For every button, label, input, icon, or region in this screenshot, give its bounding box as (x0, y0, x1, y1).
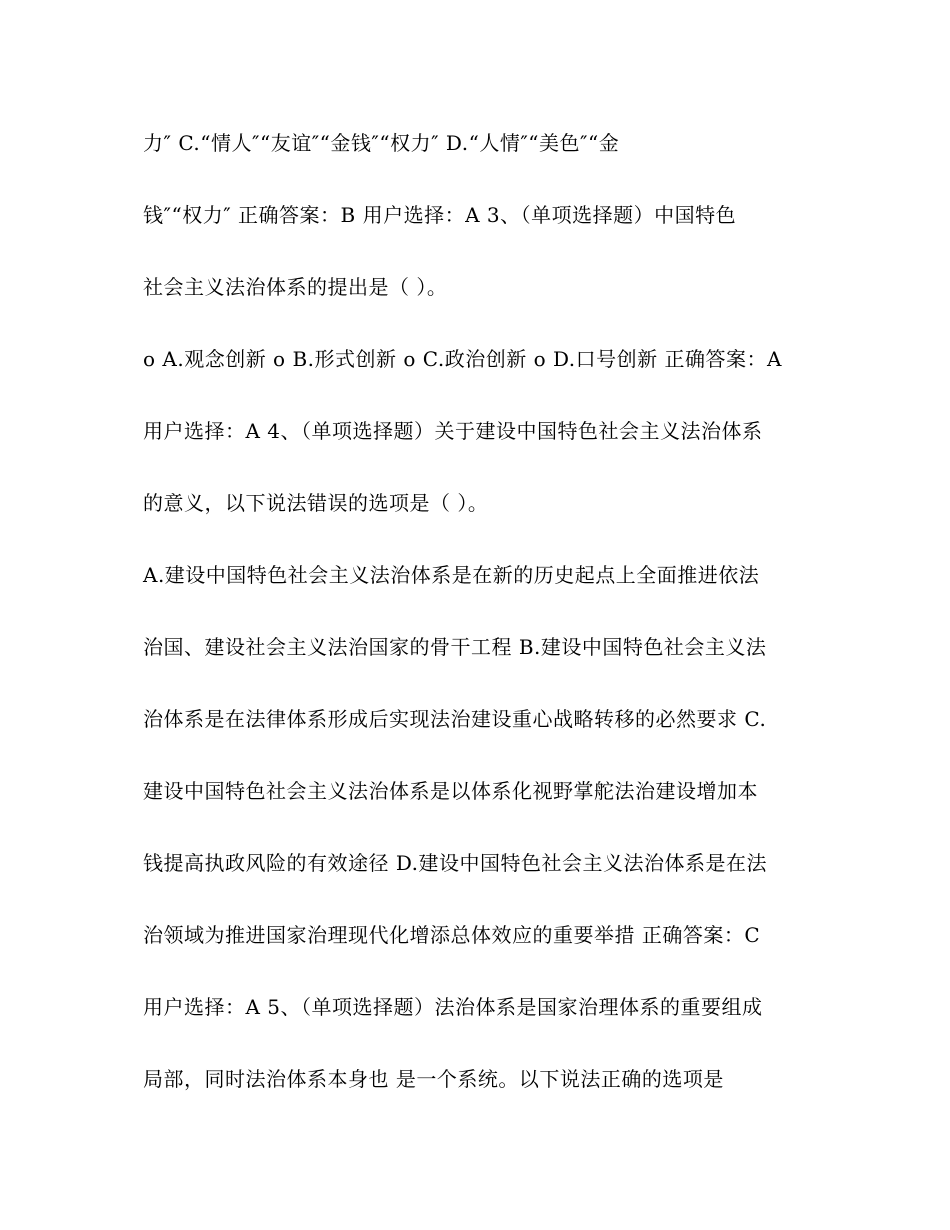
text-line-9: 治体系是在法律体系形成后实现法治建设重心战略转移的必然要求 C. (143, 707, 767, 731)
text-line-1: 力″ C.“情人″“友谊″“金钱″“权力″ D.“人情″“美色″“金 (143, 131, 620, 155)
text-line-13: 用户选择：A 5、（单项选择题）法治体系是国家治理体系的重要组成 (143, 995, 763, 1019)
text-line-6: 的意义，以下说法错误的选项是（ ）。 (143, 491, 489, 515)
text-line-5: 用户选择：A 4、（单项选择题）关于建设中国特色社会主义法治体系 (143, 419, 763, 443)
text-line-2: 钱″“权力″ 正确答案：B 用户选择：A 3、（单项选择题）中国特色 (143, 203, 737, 227)
text-line-8: 治国、建设社会主义法治国家的骨干工程 B.建设中国特色社会主义法 (143, 635, 767, 659)
text-line-14: 局部，同时法治体系本身也 是一个系统。以下说法正确的选项是 (143, 1067, 724, 1091)
text-line-4: o A.观念创新 o B.形式创新 o C.政治创新 o D.口号创新 正确答案：A (143, 347, 782, 371)
text-line-11: 钱提高执政风险的有效途径 D.建设中国特色社会主义法治体系是在法 (143, 851, 768, 875)
text-line-3: 社会主义法治体系的提出是（ ）。 (143, 275, 448, 299)
text-line-12: 治领域为推进国家治理现代化增添总体效应的重要举措 正确答案：C (143, 923, 761, 947)
text-line-7: A.建设中国特色社会主义法治体系是在新的历史起点上全面推进依法 (143, 563, 760, 587)
text-line-10: 建设中国特色社会主义法治体系是以体系化视野掌舵法治建设增加本 (143, 779, 758, 803)
